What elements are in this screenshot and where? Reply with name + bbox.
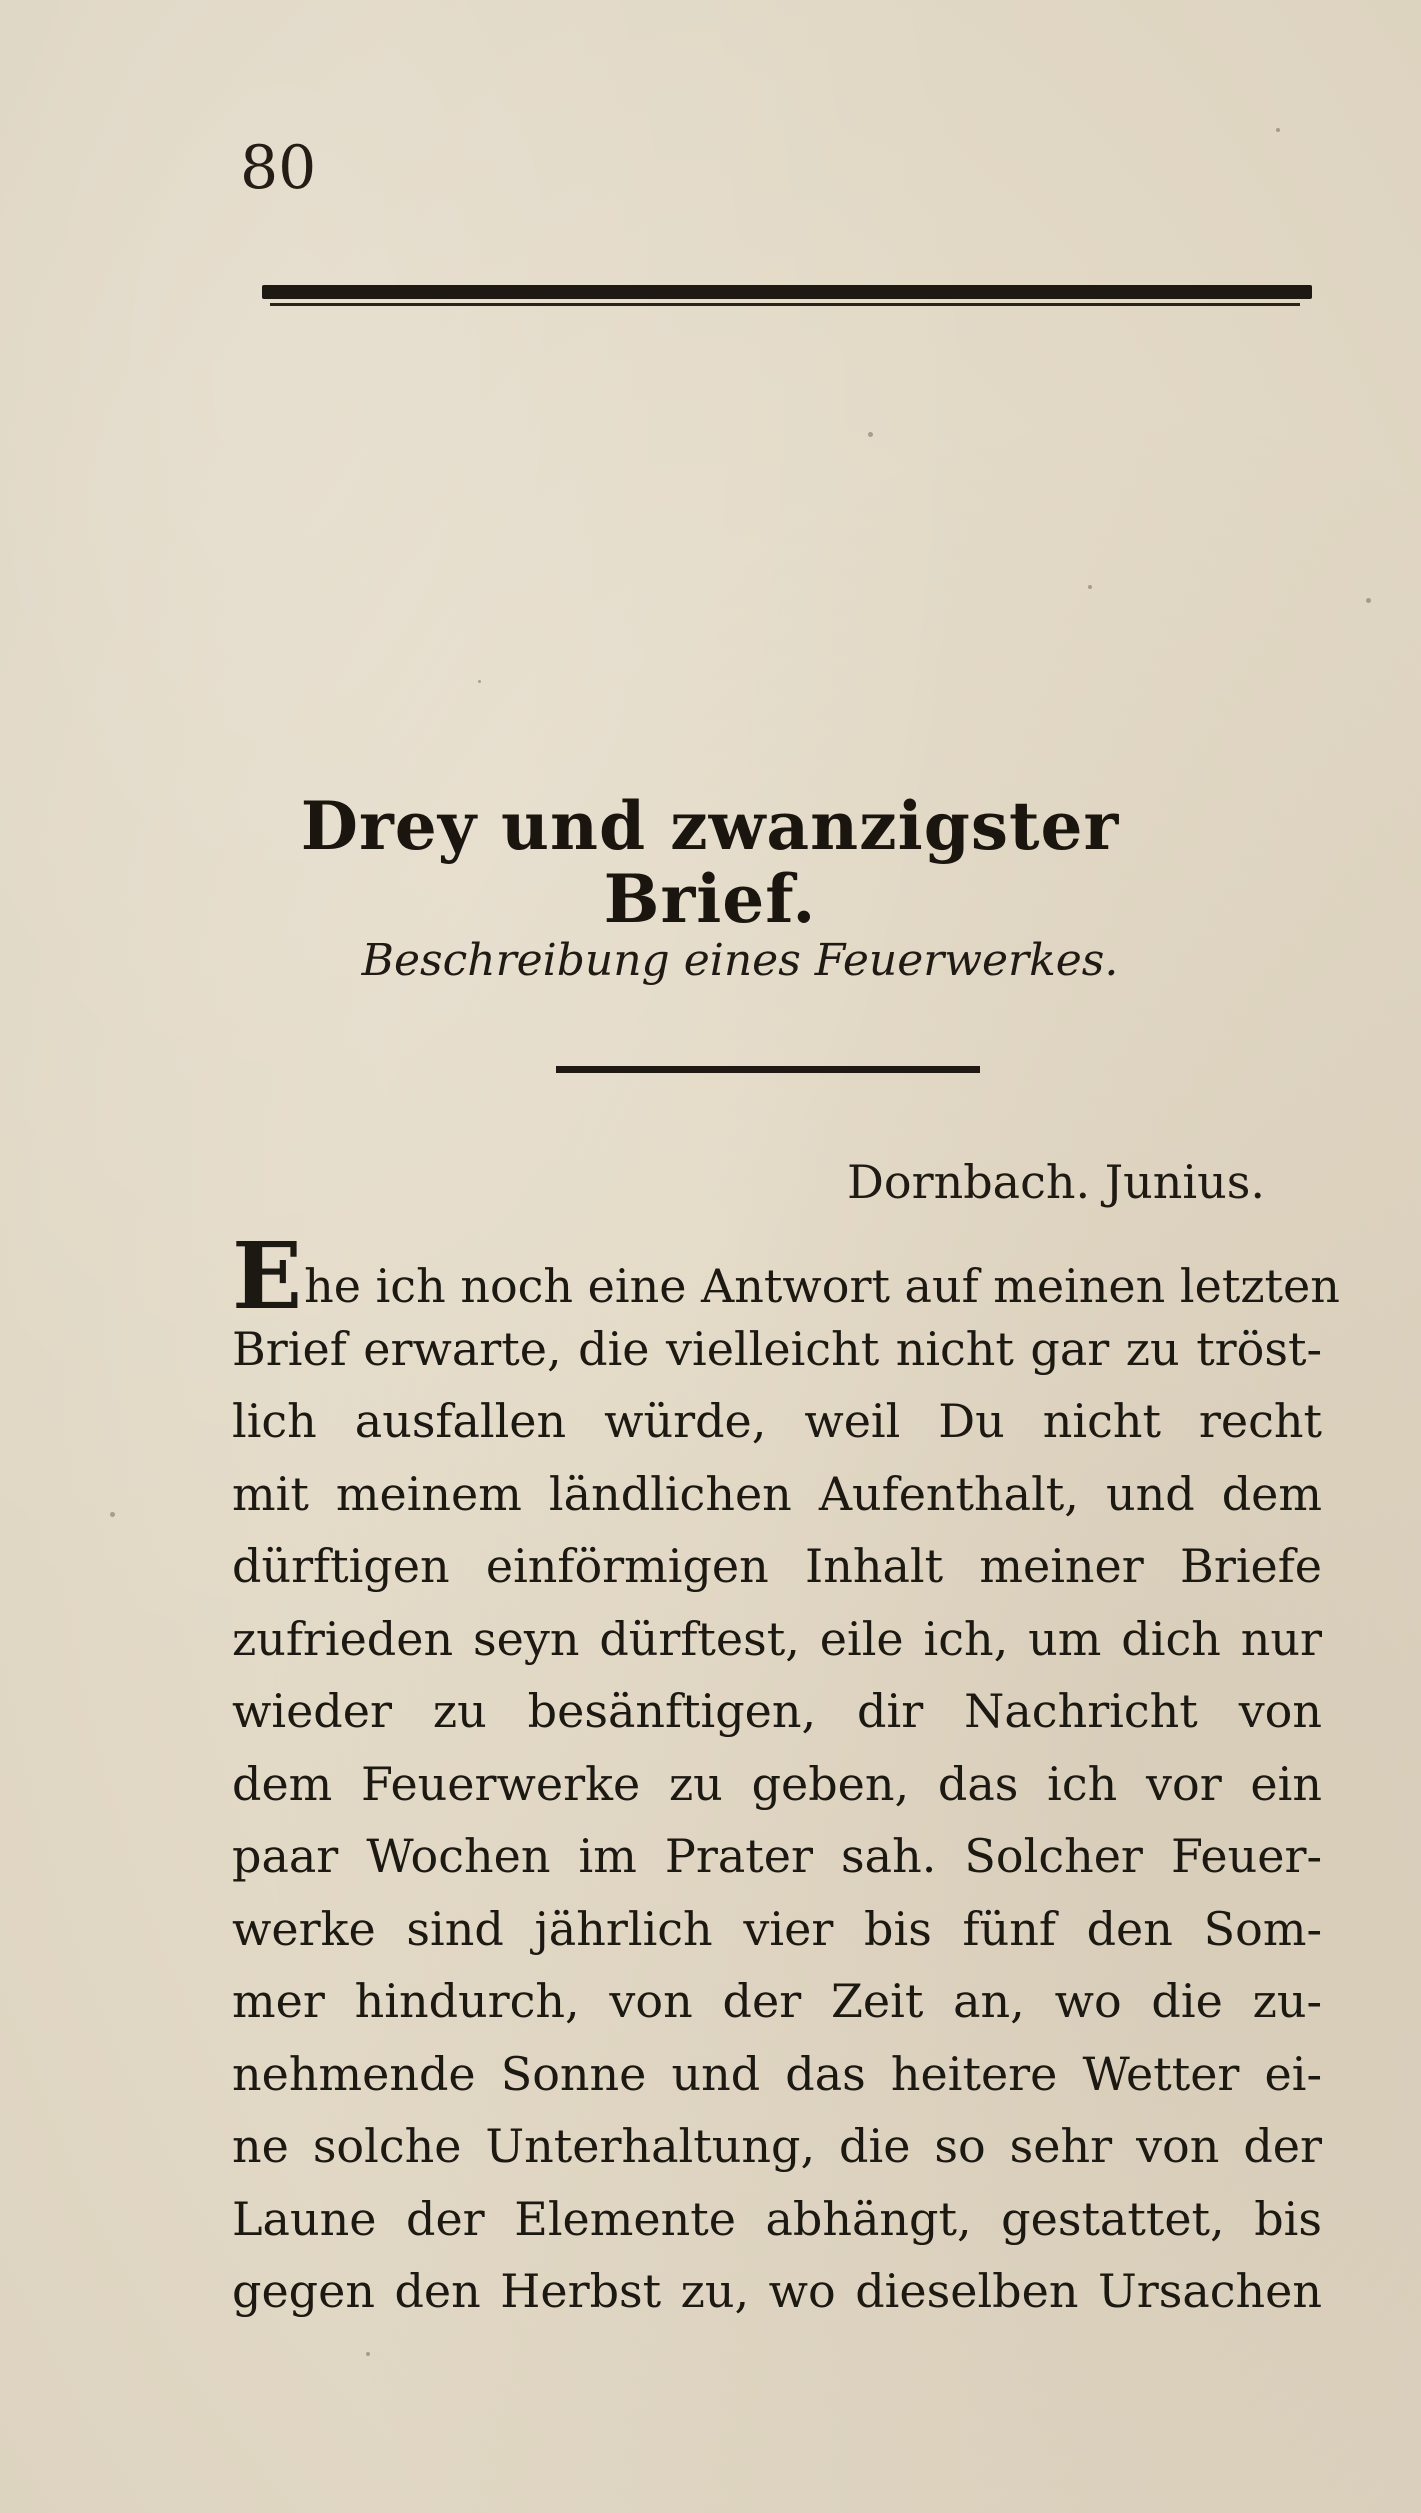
body-line: lich ausfallen würde, weil Du nicht recht [232,1394,1322,1448]
drop-cap: E [232,1222,303,1330]
letter-title: Drey und zwanzigster Brief. [300,787,1120,938]
paper-speck [478,680,481,683]
body-line: mit meinem ländlichen Aufenthalt, und dem [232,1466,1322,1521]
body-line: dem Feuerwerke zu geben, das ich vor ein [232,1756,1322,1811]
paper-speck [868,432,873,437]
paper-speck [366,2352,370,2356]
body-line: ne solche Unterhaltung, die so sehr von der [232,2119,1322,2173]
body-line-text: he ich noch eine Antwort auf meinen letzten [304,1259,1340,1313]
paper-speck [110,1512,115,1517]
body-line: wieder zu besänftigen, dir Nachricht von [232,1684,1322,1738]
body-line: Laune der Elemente abhängt, gestattet, bis [232,2191,1322,2246]
body-line: paar Wochen im Prater sah. Solcher Feuer- [232,1829,1322,1883]
page-number: 80 [240,133,317,203]
paper-speck [1276,128,1280,132]
header-rule-thin [270,303,1300,306]
header-rule [262,285,1312,307]
letter-body [232,1222,1340,2328]
body-line: dürftigen einförmigen Inhalt meiner Briefe [232,1539,1322,1593]
body-line: werke sind jährlich vier bis fünf den Som- [232,1901,1322,1956]
section-divider [556,1066,980,1073]
body-line: nehmende Sonne und das heitere Wetter ei- [232,2046,1322,2101]
body-line: mer hindurch, von der Zeit an, wo die zu- [232,1974,1322,2028]
dateline: Dornbach. Junius. [847,1155,1265,1209]
body-line: Brief erwarte, die vielleicht nicht gar zu tröst- [232,1321,1322,1376]
letter-subtitle: Beschreibung eines Feuerwerkes. [361,935,1119,986]
body-line: zufrieden seyn dürftest, eile ich, um dich nur [232,1611,1322,1666]
body-line [232,1222,1340,1330]
paper-speck [1088,585,1092,589]
body-line: gegen den Herbst zu, wo dieselben Ursachen [232,2264,1322,2318]
header-rule-thick [262,285,1312,299]
paper-speck [1366,598,1371,603]
